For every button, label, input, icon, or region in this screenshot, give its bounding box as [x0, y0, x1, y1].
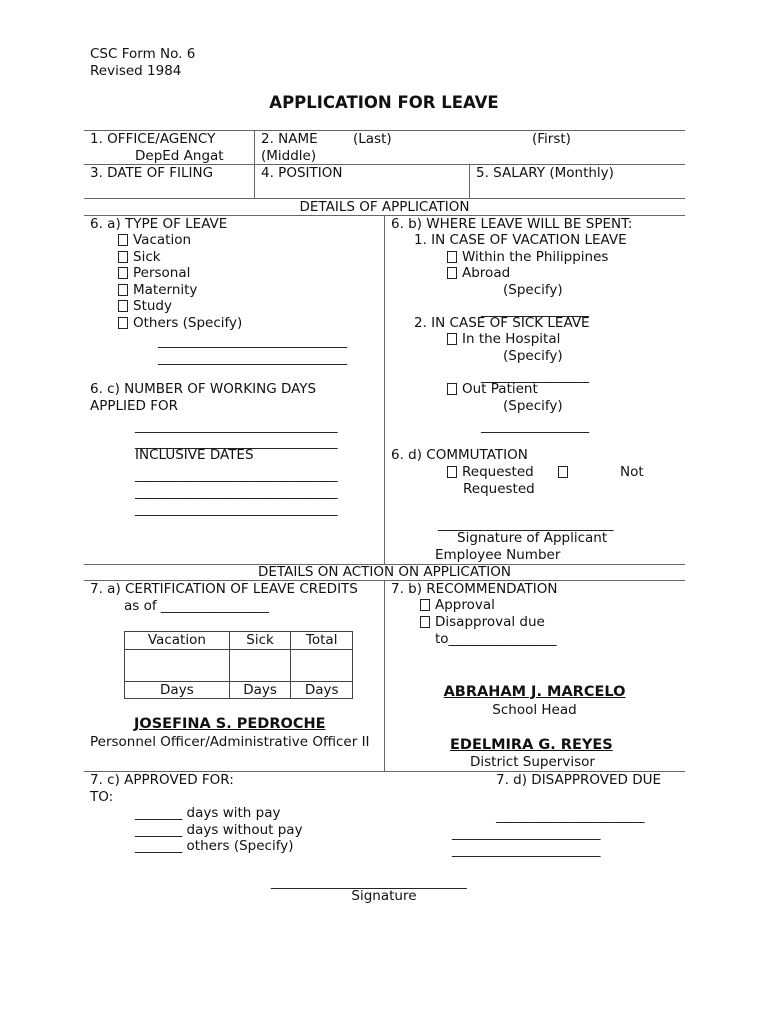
option-sick[interactable]: Sick: [118, 249, 161, 266]
inclusive-dates-blank[interactable]: ______________________________: [135, 467, 338, 483]
others-blank[interactable]: ____________________________: [158, 333, 347, 349]
checkbox-icon[interactable]: [118, 300, 128, 312]
others-blank[interactable]: ____________________________: [158, 350, 347, 366]
option-approval[interactable]: Approval: [420, 597, 495, 614]
option-others[interactable]: Others (Specify): [118, 315, 242, 332]
credits-unit: Days: [229, 681, 291, 699]
form-number: CSC Form No. 6: [90, 46, 196, 62]
checkbox-icon[interactable]: [447, 383, 457, 395]
office-label: 1. OFFICE/AGENCY: [90, 131, 216, 147]
checkbox-icon[interactable]: [118, 251, 128, 263]
checkbox-icon[interactable]: [118, 267, 128, 279]
leave-credits-table: [124, 631, 353, 699]
option-within-philippines[interactable]: Within the Philippines: [447, 249, 608, 266]
outpatient-blank[interactable]: ________________: [481, 418, 589, 434]
school-head-title: School Head: [492, 702, 577, 718]
option-not-requested[interactable]: [558, 464, 573, 481]
officer-title: Personnel Officer/Administrative Officer II: [90, 734, 370, 750]
specify-label: (Specify): [503, 348, 563, 364]
checkbox-icon[interactable]: [447, 267, 457, 279]
option-hospital[interactable]: In the Hospital: [447, 331, 560, 348]
option-vacation[interactable]: Vacation: [118, 232, 191, 249]
disapproved-blank[interactable]: ______________________: [452, 842, 601, 858]
checkbox-icon[interactable]: [447, 333, 457, 345]
certification-label: 7. a) CERTIFICATION OF LEAVE CREDITS: [90, 581, 358, 597]
credits-cell[interactable]: [291, 649, 353, 681]
form-revision: Revised 1984: [90, 63, 182, 79]
hospital-blank[interactable]: ________________: [481, 368, 589, 384]
inclusive-dates-blank[interactable]: ______________________________: [135, 484, 338, 500]
applied-for-label: APPLIED FOR: [90, 398, 179, 414]
option-personal[interactable]: Personal: [118, 265, 190, 282]
option-requested[interactable]: Requested: [447, 464, 534, 481]
checkbox-icon[interactable]: [118, 284, 128, 296]
credits-unit: Days: [291, 681, 353, 699]
approved-for-label: 7. c) APPROVED FOR:: [90, 772, 234, 788]
where-spent-label: 6. b) WHERE LEAVE WILL BE SPENT:: [391, 216, 633, 232]
specify-label: (Specify): [503, 282, 563, 298]
supervisor-title: District Supervisor: [470, 754, 595, 770]
date-filing-label: 3. DATE OF FILING: [90, 165, 214, 181]
divider: [469, 164, 470, 198]
credits-header: Vacation: [125, 632, 230, 650]
commutation-label: 6. d) COMMUTATION: [391, 447, 528, 463]
sick-case-label: 2. IN CASE OF SICK LEAVE: [414, 315, 590, 331]
divider: [384, 215, 385, 564]
option-out-patient[interactable]: Out Patient: [447, 381, 538, 398]
others-specify[interactable]: _______ others (Specify): [135, 838, 294, 854]
name-middle: (Middle): [261, 148, 317, 164]
specify-label: (Specify): [503, 398, 563, 414]
checkbox-icon[interactable]: [118, 317, 128, 329]
inclusive-dates-label: INCLUSIVE DATES: [135, 447, 254, 463]
option-disapproval[interactable]: Disapproval due: [420, 614, 545, 631]
days-with-pay[interactable]: _______ days with pay: [135, 805, 281, 821]
disapproval-reason-blank[interactable]: to________________: [435, 631, 557, 647]
checkbox-icon[interactable]: [420, 616, 430, 628]
section-details-action: DETAILS ON ACTION ON APPLICATION: [257, 564, 511, 580]
as-of-blank[interactable]: as of ________________: [124, 598, 269, 614]
office-value: DepEd Angat: [135, 148, 224, 164]
checkbox-icon[interactable]: [420, 599, 430, 611]
officer-name: JOSEFINA S. PEDROCHE: [134, 716, 326, 732]
final-signature-label: Signature: [351, 888, 417, 904]
divider: [384, 580, 385, 771]
final-signature-blank[interactable]: _____________________________: [271, 874, 467, 890]
name-last: (Last): [353, 131, 392, 147]
abroad-blank[interactable]: ________________: [481, 302, 589, 318]
option-study[interactable]: Study: [118, 298, 172, 315]
inclusive-dates-blank[interactable]: ______________________________: [135, 501, 338, 517]
checkbox-icon[interactable]: [558, 466, 568, 478]
vacation-case-label: 1. IN CASE OF VACATION LEAVE: [414, 232, 627, 248]
credits-header: Total: [291, 632, 353, 650]
working-days-blank[interactable]: ______________________________: [135, 434, 338, 450]
credits-cell[interactable]: [125, 649, 230, 681]
employee-number-label: Employee Number: [435, 547, 561, 563]
checkbox-icon[interactable]: [447, 466, 457, 478]
working-days-label: 6. c) NUMBER OF WORKING DAYS: [90, 381, 317, 397]
option-abroad[interactable]: Abroad: [447, 265, 510, 282]
not-label: Not: [620, 464, 644, 480]
salary-label: 5. SALARY (Monthly): [476, 165, 614, 181]
name-label: 2. NAME: [261, 131, 318, 147]
disapproved-blank[interactable]: ______________________: [496, 808, 645, 824]
option-maternity[interactable]: Maternity: [118, 282, 197, 299]
disapproved-blank[interactable]: ______________________: [452, 825, 601, 841]
type-of-leave-label: 6. a) TYPE OF LEAVE: [90, 216, 228, 232]
name-first: (First): [532, 131, 571, 147]
disapproved-label: 7. d) DISAPPROVED DUE: [496, 772, 662, 788]
supervisor-name: EDELMIRA G. REYES: [450, 737, 613, 753]
checkbox-icon[interactable]: [118, 234, 128, 246]
credits-unit: Days: [125, 681, 230, 699]
recommendation-label: 7. b) RECOMMENDATION: [391, 581, 558, 597]
page-title: APPLICATION FOR LEAVE: [269, 93, 499, 112]
approved-to-label: TO:: [90, 789, 114, 805]
not-requested-label: Requested: [463, 481, 535, 497]
school-head-name: ABRAHAM J. MARCELO: [443, 684, 626, 700]
applicant-signature-blank[interactable]: __________________________: [438, 516, 614, 532]
checkbox-icon[interactable]: [447, 251, 457, 263]
divider: [254, 130, 255, 198]
applicant-signature-label: Signature of Applicant: [457, 530, 608, 546]
credits-header: Sick: [229, 632, 291, 650]
position-label: 4. POSITION: [261, 165, 343, 181]
section-details-application: DETAILS OF APPLICATION: [299, 199, 470, 215]
working-days-blank[interactable]: ______________________________: [135, 418, 338, 434]
days-without-pay[interactable]: _______ days without pay: [135, 822, 303, 838]
credits-cell[interactable]: [229, 649, 291, 681]
